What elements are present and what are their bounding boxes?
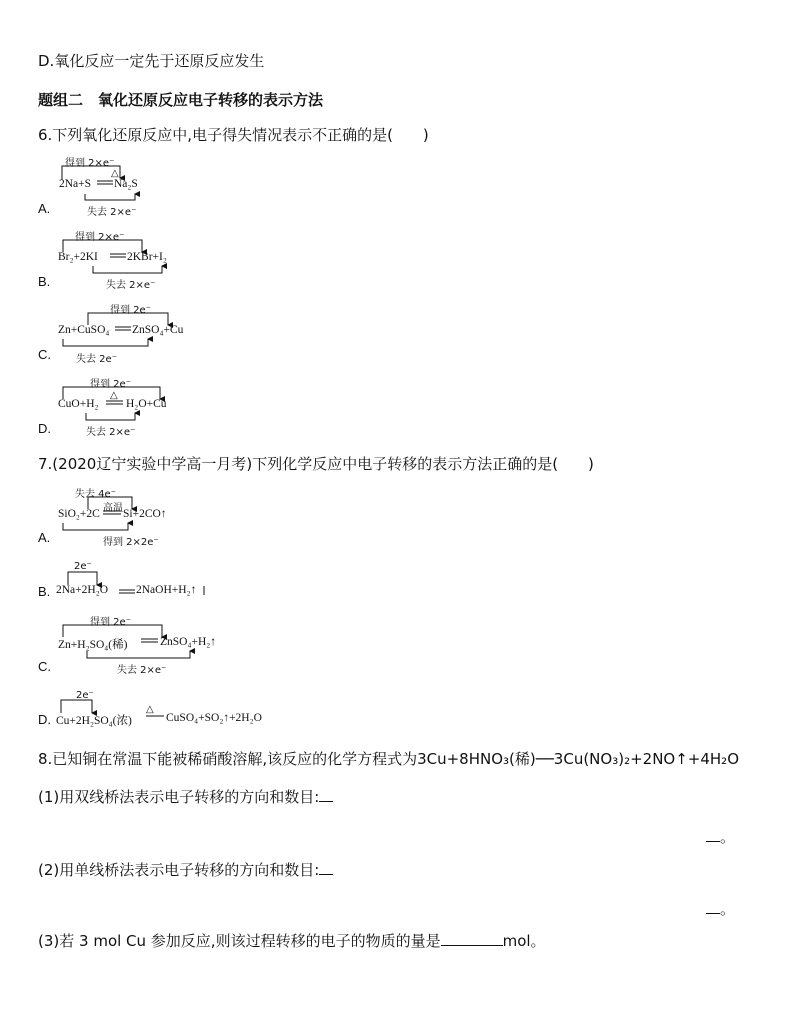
loss-label: 失去 4e⁻ (75, 489, 116, 500)
equation-left: Br₂+2KI (58, 251, 98, 263)
q6-stem: 6.下列氧化还原反应中,电子得失情况表示不正确的是( ) (38, 126, 429, 144)
equation-right: CuSO₄+SO₂↑+2H₂O (166, 712, 262, 724)
electron-label: 2e⁻ (74, 561, 92, 572)
option-letter: D. (38, 712, 51, 727)
loss-label: 失去 2e⁻ (76, 354, 117, 365)
option-letter: A. (38, 201, 51, 216)
equation-right: Si+2CO↑ (123, 508, 167, 520)
option-letter: C. (38, 347, 51, 362)
q7-stem: 7.(2020辽宁实验中学高一月考)下列化学反应中电子转移的表示方法正确的是( ) (38, 455, 594, 473)
equation-right: ZnSO₄+H₂↑ (160, 636, 217, 648)
high-temp-condition: 高温 (103, 503, 123, 514)
loss-label: 失去 2×e⁻ (117, 665, 167, 676)
equation-right: Na₂S (114, 178, 138, 190)
equation-left: SiO₂+2C (58, 508, 100, 520)
q8-sub2-end (706, 898, 735, 919)
period: 。 (720, 900, 736, 918)
gain-label: 得到 2e⁻ (90, 617, 131, 628)
q8-sub1 (38, 786, 333, 807)
q8-sub1-end (706, 826, 735, 847)
option-letter: D. (38, 421, 51, 436)
answer-blank-1-start[interactable] (319, 801, 333, 802)
heat-condition: △ (146, 704, 154, 715)
equation-left: 2Na+2H₂O (56, 584, 109, 596)
q8-sub2-text: (2)用单线桥法表示电子转移的方向和数目: (38, 861, 320, 879)
period: 。 (720, 828, 736, 846)
answer-blank-2-end[interactable] (706, 913, 720, 914)
equation-left: Zn+CuSO₄ (58, 324, 110, 336)
gain-label: 得到 2×e⁻ (75, 232, 125, 243)
equation-right: ZnSO₄+Cu (132, 324, 184, 336)
q8-sub3 (38, 930, 546, 951)
equation-left: Cu+2H₂SO₄(浓) (56, 715, 132, 727)
answer-blank-3[interactable] (441, 945, 503, 946)
heat-condition: △ (111, 168, 119, 179)
option-letter: B. (38, 584, 51, 599)
option-letter: B. (38, 274, 51, 289)
q8-sub3-text: (3)若 3 mol Cu 参加反应,则该过程转移的电子的物质的量是 (38, 932, 441, 950)
answer-blank-1-end[interactable] (706, 841, 720, 842)
gain-label: 得到 2×e⁻ (65, 158, 115, 169)
equation-left: Zn+H₂SO₄(稀) (58, 639, 128, 651)
loss-label: 失去 2×e⁻ (87, 207, 137, 218)
option-letter: A. (38, 530, 51, 545)
option-letter: C. (38, 659, 51, 674)
prev-option-d: D.氧化反应一定先于还原反应发生 (38, 52, 265, 70)
q8-stem: 8.已知铜在常温下能被稀硝酸溶解,该反应的化学方程式为3Cu+8HNO₃(稀)──3Cu(NO₃)₂+2NO↑+4H₂O (38, 750, 740, 768)
heat-condition: △ (110, 390, 118, 401)
equation-right: 2NaOH+H₂↑ (136, 584, 197, 596)
loss-label: 失去 2×e⁻ (86, 427, 136, 438)
loss-label: 失去 2×e⁻ (106, 280, 156, 291)
equation-right: 2KBr+I₂ (127, 251, 167, 263)
section-title: 题组二 氧化还原反应电子转移的表示方法 (38, 91, 324, 109)
equation-right: H₂O+Cu (126, 398, 167, 410)
electron-label: 2e⁻ (76, 690, 94, 701)
answer-blank-2-start[interactable] (319, 874, 333, 875)
q8-sub3-unit: mol。 (502, 932, 546, 950)
gain-label: 得到 2e⁻ (110, 305, 151, 316)
gain-label: 得到 2e⁻ (90, 379, 131, 390)
q8-sub1-text: (1)用双线桥法表示电子转移的方向和数目: (38, 788, 320, 806)
gain-label: 得到 2×2e⁻ (103, 537, 159, 548)
equation-left: 2Na+S (59, 178, 92, 190)
q8-sub2 (38, 859, 333, 880)
equation-left: CuO+H₂ (58, 398, 99, 410)
